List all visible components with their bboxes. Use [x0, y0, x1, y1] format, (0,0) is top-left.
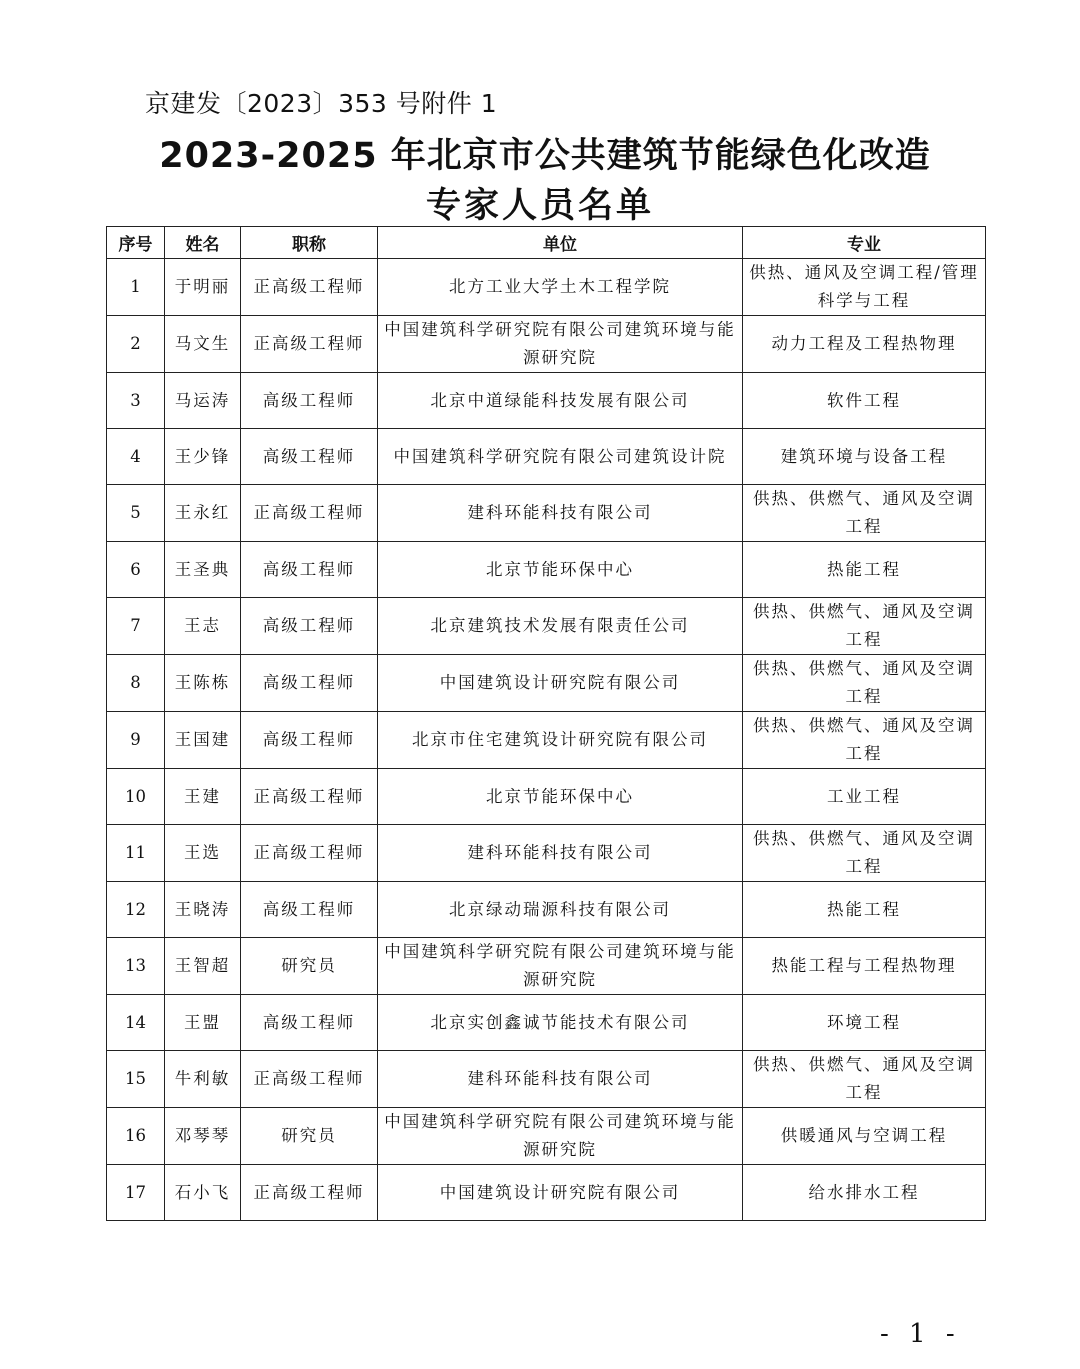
table-body	[107, 259, 986, 1221]
table-row	[107, 1165, 986, 1221]
cell-organization: 北京建筑技术发展有限责任公司	[378, 598, 743, 655]
cell-organization: 北京市住宅建筑设计研究院有限公司	[378, 712, 743, 769]
cell-organization: 中国建筑设计研究院有限公司	[378, 655, 743, 712]
cell-title: 高级工程师	[241, 429, 378, 485]
table-row	[107, 655, 986, 712]
cell-number: 10	[107, 769, 165, 825]
cell-organization: 北京节能环保中心	[378, 542, 743, 598]
cell-title: 正高级工程师	[241, 1051, 378, 1108]
page-title-line2: 专家人员名单	[425, 186, 654, 226]
column-header-title: 职称	[241, 227, 378, 259]
cell-name: 王晓涛	[165, 882, 241, 938]
cell-number: 9	[107, 712, 165, 769]
page-number: - 1 -	[880, 1319, 961, 1349]
cell-title: 正高级工程师	[241, 1165, 378, 1221]
column-header-name: 姓名	[165, 227, 241, 259]
cell-number: 12	[107, 882, 165, 938]
cell-title: 高级工程师	[241, 655, 378, 712]
cell-title: 高级工程师	[241, 542, 378, 598]
expert-list-table	[106, 226, 986, 1221]
cell-title: 正高级工程师	[241, 259, 378, 316]
cell-title: 高级工程师	[241, 995, 378, 1051]
cell-name: 王永红	[165, 485, 241, 542]
cell-number: 11	[107, 825, 165, 882]
table-row	[107, 825, 986, 882]
cell-number: 1	[107, 259, 165, 316]
cell-number: 16	[107, 1108, 165, 1165]
table-row	[107, 995, 986, 1051]
cell-organization: 建科环能科技有限公司	[378, 485, 743, 542]
cell-organization: 北方工业大学土木工程学院	[378, 259, 743, 316]
cell-number: 15	[107, 1051, 165, 1108]
table-row	[107, 259, 986, 316]
table-row	[107, 882, 986, 938]
cell-major: 建筑环境与设备工程	[743, 429, 986, 485]
table-row	[107, 1051, 986, 1108]
cell-major: 给水排水工程	[743, 1165, 986, 1221]
cell-number: 2	[107, 316, 165, 373]
table-row	[107, 938, 986, 995]
cell-title: 研究员	[241, 938, 378, 995]
cell-name: 王盟	[165, 995, 241, 1051]
table-row	[107, 373, 986, 429]
cell-title: 研究员	[241, 1108, 378, 1165]
cell-major: 供暖通风与空调工程	[743, 1108, 986, 1165]
cell-organization: 中国建筑科学研究院有限公司建筑环境与能源研究院	[378, 316, 743, 373]
cell-major: 供热、供燃气、通风及空调工程	[743, 598, 986, 655]
cell-organization: 北京中道绿能科技发展有限公司	[378, 373, 743, 429]
cell-name: 石小飞	[165, 1165, 241, 1221]
cell-organization: 建科环能科技有限公司	[378, 1051, 743, 1108]
cell-title: 正高级工程师	[241, 769, 378, 825]
cell-name: 于明丽	[165, 259, 241, 316]
table-header-row	[107, 227, 986, 259]
cell-major: 热能工程	[743, 542, 986, 598]
cell-organization: 北京节能环保中心	[378, 769, 743, 825]
cell-number: 7	[107, 598, 165, 655]
table-row	[107, 712, 986, 769]
cell-major: 环境工程	[743, 995, 986, 1051]
cell-major: 热能工程与工程热物理	[743, 938, 986, 995]
column-header-major: 专业	[743, 227, 986, 259]
cell-name: 王志	[165, 598, 241, 655]
table-row	[107, 769, 986, 825]
column-header-number: 序号	[107, 227, 165, 259]
cell-number: 14	[107, 995, 165, 1051]
column-header-organization: 单位	[378, 227, 743, 259]
cell-title: 高级工程师	[241, 712, 378, 769]
cell-title: 正高级工程师	[241, 485, 378, 542]
cell-name: 马文生	[165, 316, 241, 373]
cell-number: 8	[107, 655, 165, 712]
cell-name: 王智超	[165, 938, 241, 995]
cell-major: 供热、供燃气、通风及空调工程	[743, 825, 986, 882]
table-row	[107, 316, 986, 373]
cell-organization: 北京实创鑫诚节能技术有限公司	[378, 995, 743, 1051]
cell-major: 动力工程及工程热物理	[743, 316, 986, 373]
cell-major: 热能工程	[743, 882, 986, 938]
cell-title: 正高级工程师	[241, 825, 378, 882]
cell-name: 王建	[165, 769, 241, 825]
cell-name: 王圣典	[165, 542, 241, 598]
cell-name: 王少锋	[165, 429, 241, 485]
cell-title: 高级工程师	[241, 882, 378, 938]
cell-number: 3	[107, 373, 165, 429]
cell-major: 工业工程	[743, 769, 986, 825]
cell-name: 王陈栋	[165, 655, 241, 712]
table-row	[107, 1108, 986, 1165]
cell-organization: 中国建筑科学研究院有限公司建筑环境与能源研究院	[378, 1108, 743, 1165]
cell-title: 高级工程师	[241, 598, 378, 655]
cell-title: 高级工程师	[241, 373, 378, 429]
cell-title: 正高级工程师	[241, 316, 378, 373]
table-row	[107, 485, 986, 542]
cell-number: 13	[107, 938, 165, 995]
cell-number: 6	[107, 542, 165, 598]
table-row	[107, 598, 986, 655]
cell-name: 马运涛	[165, 373, 241, 429]
cell-organization: 建科环能科技有限公司	[378, 825, 743, 882]
cell-organization: 北京绿动瑞源科技有限公司	[378, 882, 743, 938]
cell-major: 供热、通风及空调工程/管理科学与工程	[743, 259, 986, 316]
table-row	[107, 542, 986, 598]
cell-number: 17	[107, 1165, 165, 1221]
cell-name: 王选	[165, 825, 241, 882]
cell-name: 牛利敏	[165, 1051, 241, 1108]
document-reference: 京建发〔2023〕353 号附件 1	[145, 89, 498, 118]
cell-major: 软件工程	[743, 373, 986, 429]
cell-organization: 中国建筑科学研究院有限公司建筑环境与能源研究院	[378, 938, 743, 995]
cell-organization: 中国建筑科学研究院有限公司建筑设计院	[378, 429, 743, 485]
page-title-line1: 2023-2025 年北京市公共建筑节能绿色化改造	[159, 136, 931, 176]
cell-major: 供热、供燃气、通风及空调工程	[743, 655, 986, 712]
cell-organization: 中国建筑设计研究院有限公司	[378, 1165, 743, 1221]
cell-number: 4	[107, 429, 165, 485]
cell-major: 供热、供燃气、通风及空调工程	[743, 485, 986, 542]
cell-major: 供热、供燃气、通风及空调工程	[743, 1051, 986, 1108]
cell-name: 邓琴琴	[165, 1108, 241, 1165]
cell-major: 供热、供燃气、通风及空调工程	[743, 712, 986, 769]
cell-name: 王国建	[165, 712, 241, 769]
table-row	[107, 429, 986, 485]
cell-number: 5	[107, 485, 165, 542]
